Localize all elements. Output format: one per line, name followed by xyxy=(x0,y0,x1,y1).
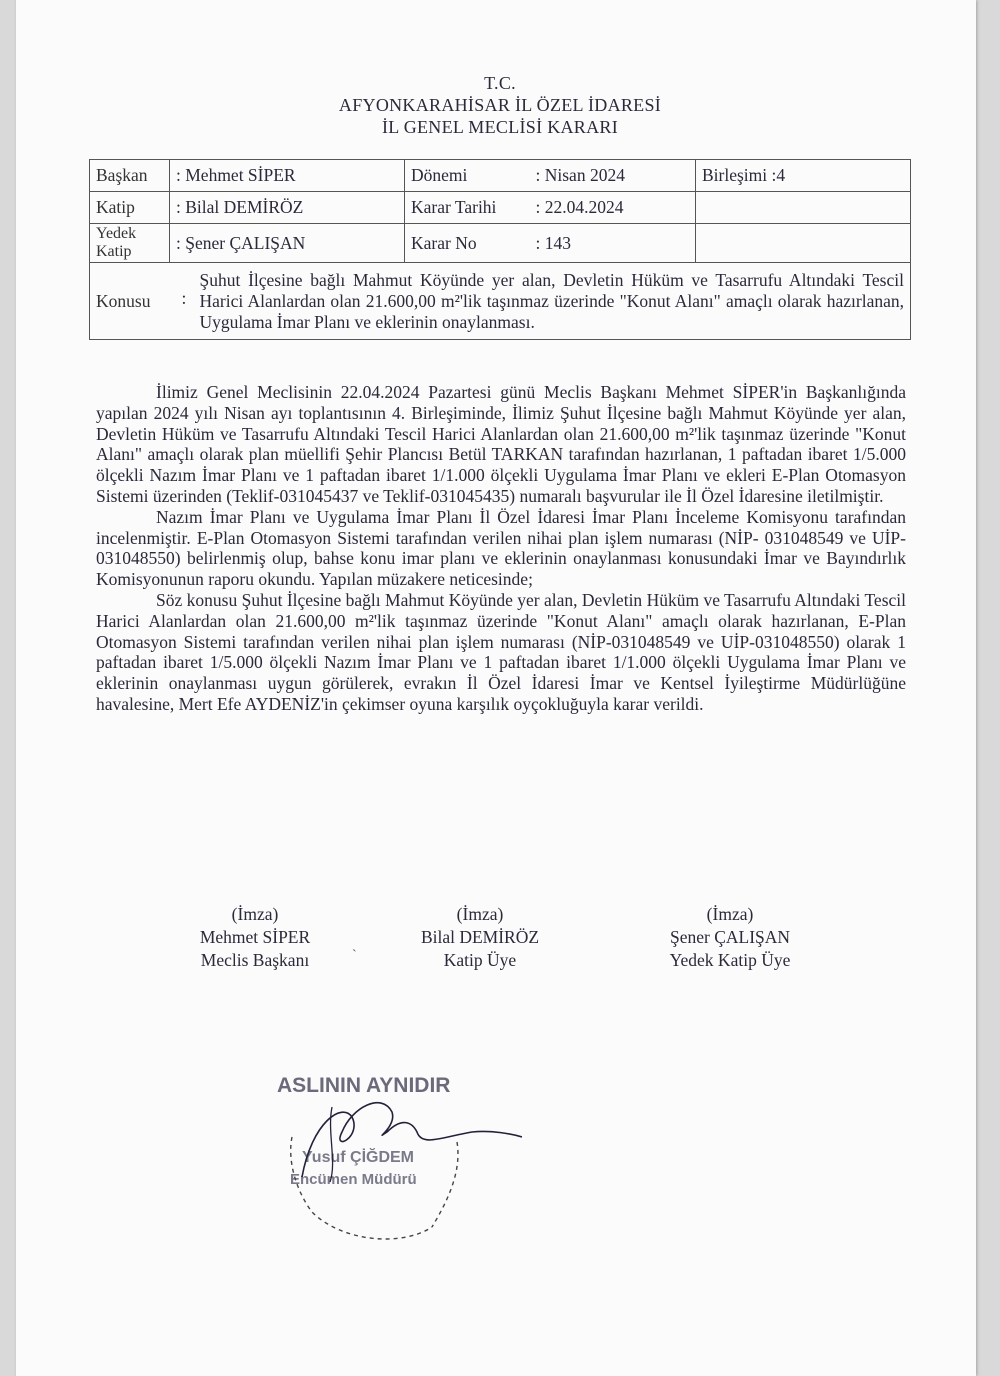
stamp-line-1: ASLININ AYNIDIR xyxy=(277,1074,451,1097)
signature-name: Mehmet SİPER xyxy=(199,927,311,947)
empty-cell xyxy=(696,192,911,224)
stamp-line-3: Encümen Müdürü xyxy=(290,1171,417,1188)
decision-meta-table xyxy=(89,159,911,340)
header-decision-title: İL GENEL MECLİSİ KARARI xyxy=(381,117,619,137)
signature-katip xyxy=(370,903,590,972)
stamp-line-2: Yusuf ÇİĞDEM xyxy=(302,1149,415,1166)
header-institution: AFYONKARAHİSAR İL ÖZEL İDARESİ xyxy=(338,95,662,115)
birlesimi: Birleşimi :4 xyxy=(696,160,911,192)
certified-copy-stamp xyxy=(272,1062,522,1252)
empty-cell xyxy=(696,224,911,263)
signature-name: Bilal DEMİRÖZ xyxy=(420,927,540,947)
konusu-block xyxy=(182,270,905,333)
karar-tarihi-label: Karar Tarihi xyxy=(405,192,530,224)
yedek-katip-value: : Şener ÇALIŞAN xyxy=(170,224,405,263)
body-paragraph-1: İlimiz Genel Meclisinin 22.04.2024 Pazartesi günü Meclis Başkanı Mehmet SİPER'in Başkanlığında yapılan 2024 yılı Nisan ayı toplantısının 4. Birleşiminde, İlimiz Şuhut İlçesine bağlı Mahmut Köyünde yer alan, Devletin Hüküm ve Tasarrufu Altındaki Tescil Harici Alanlardan olan 21.600,00 m²'lik taşınmaz üzerinde "Konut Alanı" amaçlı olarak plan müellifi Şehir Plancısı Betül TARKAN tarafından hazırlanan, 1 paftadan ibaret 1/5.000 ölçekli Nazım İmar Planı ve 1 paftadan ibaret 1/1.000 ölçekli Uygulama İmar Planı ve ekleri E-Plan Otomasyon Sistemi üzerinden (Teklif-031045437 ve Teklif-031045435) numaralı başvurular ile İl Özel İdaresine iletilmiştir. xyxy=(96,382,906,506)
konusu-colon: : xyxy=(181,287,187,308)
signature-name: Şener ÇALIŞAN xyxy=(669,927,791,947)
body-paragraph-2: Nazım İmar Planı ve Uygulama İmar Planı İl Özel İdaresi İmar Planı İnceleme Komisyonu tarafından incelenmiştir. E-Plan Otomasyon Sistemi tarafından verilen nihai plan işlem numarası (NİP- 031048549 ve UİP-031048550) belirlenmiş olup, bahse konu imar planı ve eklerinin onaylanması konusundaki İmar ve Bayındırlık Komisyonunun raporu okundu. Yapılan müzakere neticesinde; xyxy=(96,506,906,590)
signature-title: Yedek Katip Üye xyxy=(669,950,791,970)
signature-yedek-katip xyxy=(620,903,840,972)
decision-body xyxy=(96,382,906,715)
konusu-label: Konusu xyxy=(90,263,170,340)
stamp-arc-right xyxy=(432,1142,458,1227)
katip-value: : Bilal DEMİRÖZ xyxy=(170,192,405,224)
stray-mark: ` xyxy=(352,948,357,963)
signature-imza: (İmza) xyxy=(456,904,504,924)
donemi-label: Dönemi xyxy=(405,160,530,192)
header-tc: T.C. xyxy=(484,73,516,93)
document-header xyxy=(0,72,1000,138)
signature-title: Meclis Başkanı xyxy=(200,950,310,970)
konusu-value: Şuhut İlçesine bağlı Mahmut Köyünde yer alan, Devletin Hüküm ve Tasarrufu Altındaki Tescil Harici Alanlardan olan 21.600,00 m²'lik taşınmaz üzerinde "Konut Alanı" amaçlı olarak hazırlanan, Uygulama İmar Planı ve eklerinin onaylanması. xyxy=(199,269,904,332)
body-paragraph-3: Söz konusu Şuhut İlçesine bağlı Mahmut Köyünde yer alan, Devletin Hüküm ve Tasarrufu Altındaki Tescil Harici Alanlardan olan 21.600,00 m²'lik taşınmaz üzerinde "Konut Alanı" amaçlı olarak hazırlanan, E-Plan Otomasyon Sistemi tarafından verilen nihai plan işlem numarası (NİP-031048549 ve UİP-031048550) olarak 1 paftadan ibaret 1/5.000 ölçekli Nazım İmar Planı ve 1 paftadan ibaret 1/1.000 ölçekli Uygulama İmar Planı ve eklerinin onaylanması uygun görülerek, evrakın İl Özel İdaresi İmar ve Kentsel İyileştirme Müdürlüğüne havalesine, Mert Efe AYDENİZ'in çekimser oyuna karşılık oyçokluğuyla karar verildi. xyxy=(96,589,906,714)
signature-imza: (İmza) xyxy=(231,904,279,924)
signature-baskan xyxy=(145,903,365,972)
katip-label: Katip xyxy=(90,192,170,224)
karar-no-label: Karar No xyxy=(405,224,530,263)
yedek-katip-label: Yedek Katip xyxy=(90,224,170,263)
donemi-value: : Nisan 2024 xyxy=(530,160,696,192)
karar-tarihi-value: : 22.04.2024 xyxy=(530,192,696,224)
signature-title: Katip Üye xyxy=(443,950,517,970)
signature-imza: (İmza) xyxy=(706,904,754,924)
baskan-value: : Mehmet SİPER xyxy=(170,160,405,192)
karar-no-value: : 143 xyxy=(530,224,696,263)
baskan-label: Başkan xyxy=(90,160,170,192)
